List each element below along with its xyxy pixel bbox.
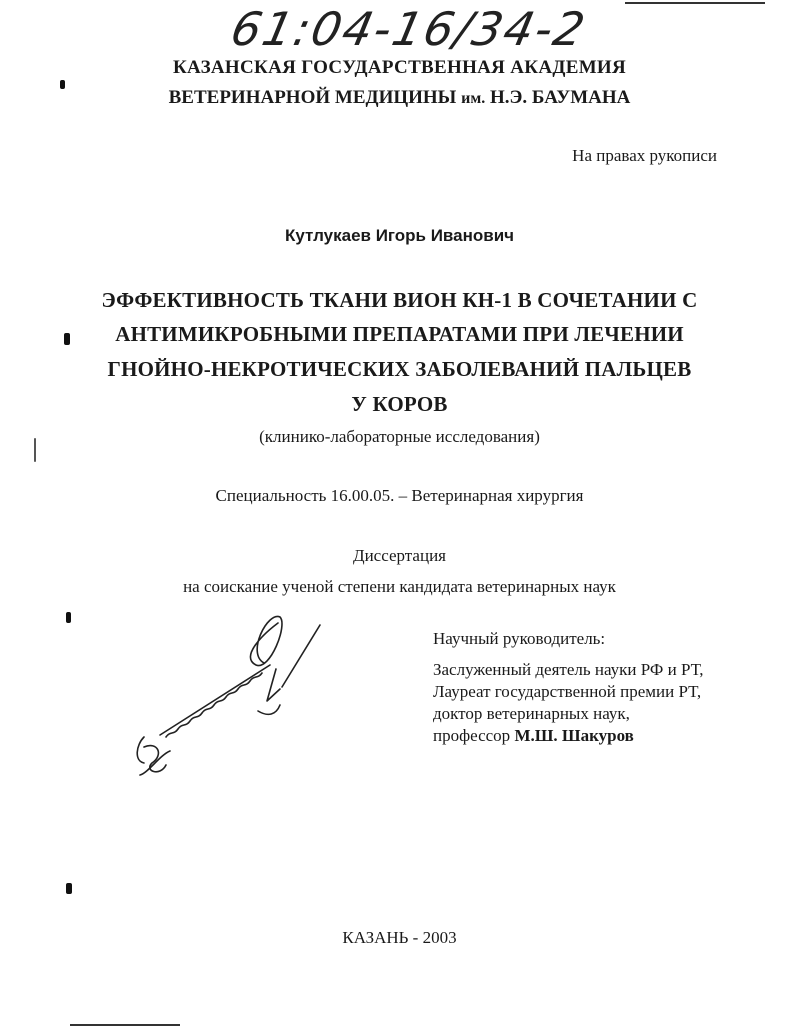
signature-image: [130, 605, 340, 790]
thesis-type: Диссертация: [352, 546, 446, 565]
supervisor-block: [433, 628, 704, 747]
degree: на соискание ученой степени кандидата ветеринарных наук: [183, 577, 616, 596]
thesis-title-line-3: ГНОЙНО-НЕКРОТИЧЕСКИХ ЗАБОЛЕВАНИЙ ПАЛЬЦЕВ: [107, 357, 692, 381]
manuscript-rights: На правах рукописи: [572, 146, 717, 165]
supervisor-heading: Научный руководитель:: [433, 629, 606, 648]
supervisor-title-prefix: профессор: [433, 726, 511, 745]
scan-rule-top: [625, 2, 765, 4]
specialty: Специальность 16.00.05. – Ветеринарная хирургия: [215, 486, 584, 505]
institution-line-1: КАЗАНСКАЯ ГОСУДАРСТВЕННАЯ АКАДЕМИЯ: [172, 57, 627, 78]
institution-line-2-small: им.: [461, 90, 486, 107]
supervisor-line-3: доктор ветеринарных наук,: [433, 704, 630, 723]
supervisor-line-2: Лауреат государственной премии РТ,: [433, 682, 702, 701]
thesis-title-line-4: У КОРОВ: [351, 392, 448, 416]
institution-line-2: [0, 87, 799, 109]
place-year: КАЗАНЬ - 2003: [342, 928, 457, 947]
archive-number: 61:04-16/34-2: [226, 2, 592, 56]
scan-mark-4: [66, 612, 71, 623]
scan-rule-bottom: [70, 1024, 180, 1026]
supervisor-line-1: Заслуженный деятель науки РФ и РТ,: [433, 660, 704, 679]
scan-mark-5: [66, 883, 72, 894]
institution-line-2-end: Н.Э. БАУМАНА: [489, 87, 631, 108]
thesis-subtitle: (клинико-лабораторные исследования): [259, 427, 540, 446]
scan-mark-1: [60, 80, 65, 89]
institution-line-2-main: ВЕТЕРИНАРНОЙ МЕДИЦИНЫ: [168, 87, 457, 108]
thesis-title-line-2: АНТИМИКРОБНЫМИ ПРЕПАРАТАМИ ПРИ ЛЕЧЕНИИ: [115, 322, 684, 346]
thesis-title-line-1: ЭФФЕКТИВНОСТЬ ТКАНИ ВИОН КН-1 В СОЧЕТАНИИ С: [101, 288, 698, 312]
supervisor-line-4: [433, 725, 704, 747]
scan-mark-2: [64, 333, 70, 345]
author-name: Кутлукаев Игорь Иванович: [284, 226, 515, 245]
supervisor-name: М.Ш. Шакуров: [514, 726, 634, 745]
scan-mark-3: [34, 438, 36, 462]
